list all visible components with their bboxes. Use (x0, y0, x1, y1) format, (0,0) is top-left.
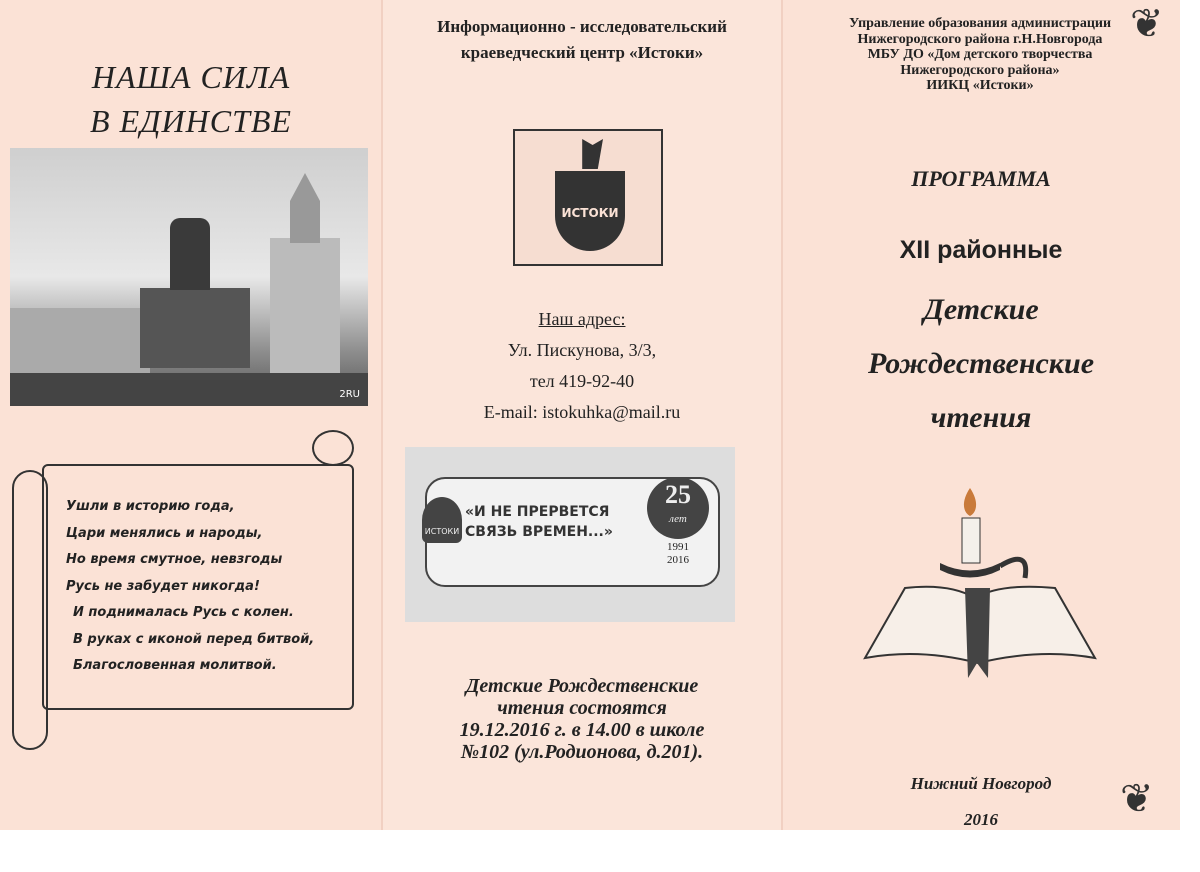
istoki-emblem (513, 129, 663, 266)
header-line: МБУ ДО «Дом детского творчества (867, 47, 1093, 62)
city: Нижний Новгород (910, 774, 1052, 793)
photo-watermark: 2RU (339, 389, 360, 400)
title-line: В ЕДИНСТВЕ (90, 103, 292, 139)
poem-line: Цари менялись и народы, (66, 525, 263, 541)
phone: тел 419-92-40 (529, 371, 635, 391)
street: Ул. Пискунова, 3/3, (507, 340, 657, 360)
subtitle: XII районные (899, 236, 1063, 264)
left-title (0, 55, 382, 143)
header-line: ИИКЦ «Истоки» (926, 78, 1034, 93)
header-line: Нижегородского района г.Н.Новгорода (857, 31, 1103, 47)
title-line: чтения (930, 401, 1032, 434)
year-start: 1991 (667, 541, 689, 553)
istoki-logo: ИСТОКИ (422, 497, 462, 543)
address-label: Наш адрес: (538, 309, 626, 329)
header-line: Управление образования администрации (848, 16, 1112, 31)
header-line: Информационно - исследовательский (437, 17, 727, 36)
event-line: чтения состоятся (497, 697, 667, 719)
candle-book-icon (860, 488, 1100, 688)
poem-line: Русь не забудет никогда! (66, 578, 260, 594)
anniversary-seal (647, 477, 709, 539)
address-block (382, 304, 782, 428)
anniversary-number: 25 (665, 480, 691, 509)
slogan-line: СВЯЗЬ ВРЕМЕН...» (465, 524, 613, 540)
title-line: Рождественские (867, 347, 1095, 380)
poem-line: Но время смутное, невзгоды (66, 552, 283, 567)
header-line: Нижегородского района» (900, 62, 1060, 78)
poem-line: Благословенная молитвой. (73, 658, 277, 673)
slogan-line: «И НЕ ПРЕРВЕТСЯ (465, 504, 610, 520)
corner-ornament-icon: ❦ (1120, 776, 1154, 821)
event-line: Детские Рождественские (465, 675, 699, 697)
email: E-mail: istokuhka@mail.ru (483, 402, 681, 422)
event-info (382, 675, 782, 763)
anniversary-unit: лет (669, 513, 687, 525)
poem-line: В руках с иконой перед битвой, (73, 631, 315, 647)
footer (782, 766, 1180, 838)
center-header (382, 14, 782, 66)
organization-header (800, 16, 1160, 94)
event-line: №102 (ул.Родионова, д.201). (460, 741, 704, 763)
poem (66, 494, 314, 680)
emblem-text: ИСТОКИ (561, 206, 619, 220)
title-line: Детские (923, 293, 1039, 326)
event-line: 19.12.2016 г. в 14.00 в школе (459, 719, 705, 741)
year-end: 2016 (667, 554, 689, 566)
anniversary-banner (405, 447, 735, 622)
deer-icon (577, 139, 603, 169)
year: 2016 (964, 810, 998, 829)
monument-photo (10, 148, 368, 406)
poem-line: Ушли в историю года, (66, 499, 235, 514)
program-label: ПРОГРАММА (911, 166, 1051, 191)
corner-ornament-icon: ❦ (1130, 1, 1164, 46)
main-title (782, 283, 1180, 445)
header-line: краеведческий центр «Истоки» (460, 43, 704, 62)
title-line: НАША СИЛА (91, 59, 291, 95)
poem-line: И поднималась Русь с колен. (73, 605, 294, 620)
